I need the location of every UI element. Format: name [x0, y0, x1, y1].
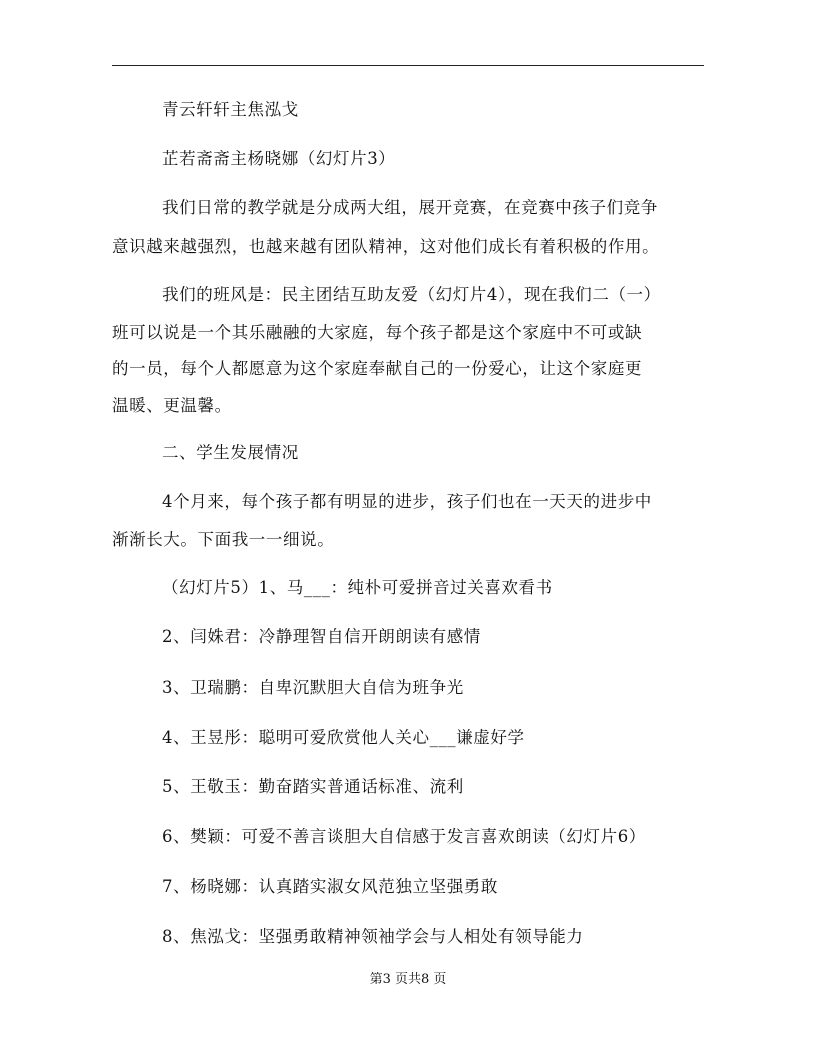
paragraph-line: 班可以说是一个其乐融融的大家庭，每个孩子都是这个家庭中不可或缺 — [112, 323, 643, 342]
list-item: 6、樊颖：可爱不善言谈胆大自信感于发言喜欢朗读（幻灯片6） — [162, 827, 646, 846]
paragraph-line: 我们的班风是：民主团结互助友爱（幻灯片4），现在我们二（一） — [162, 285, 661, 304]
paragraph-line: 芷若斋斋主杨晓娜（幻灯片3） — [162, 149, 396, 168]
paragraph-line: 4个月来，每个孩子都有明显的进步，孩子们也在一天天的进步中 — [162, 492, 652, 511]
page-number-footer: 第3 页共8 页 — [369, 972, 447, 987]
list-item: （幻灯片5）1、马___：纯朴可爱拼音过关喜欢看书 — [162, 578, 553, 597]
paragraph-line: 我们日常的教学就是分成两大组，展开竞赛，在竞赛中孩子们竞争 — [162, 198, 658, 217]
paragraph-line: 意识越来越强烈，也越来越有团队精神，这对他们成长有着积极的作用。 — [112, 237, 660, 256]
list-item: 7、杨晓娜：认真踏实淑女风范独立坚强勇敢 — [162, 877, 498, 896]
paragraph-line: 的一员，每个人都愿意为这个家庭奉献自己的一份爱心，让这个家庭更 — [112, 359, 643, 378]
list-item: 2、闫姝君：冷静理智自信开朗朗读有感情 — [162, 627, 481, 646]
header-rule — [112, 65, 704, 66]
paragraph-line: 渐渐长大。下面我一一细说。 — [112, 530, 335, 549]
list-item: 3、卫瑞鹏：自卑沉默胆大自信为班争光 — [162, 678, 464, 697]
paragraph-line: 青云轩轩主焦泓戈 — [162, 100, 299, 119]
list-item: 4、王昱彤：聪明可爱欣赏他人关心___谦虚好学 — [162, 728, 525, 747]
paragraph-line: 温暖、更温馨。 — [112, 396, 232, 415]
list-item: 5、王敬玉：勤奋踏实普通话标准、流利 — [162, 777, 464, 796]
list-item: 8、焦泓戈：坚强勇敢精神领袖学会与人相处有领导能力 — [162, 927, 584, 946]
section-heading: 二、学生发展情况 — [162, 443, 299, 462]
